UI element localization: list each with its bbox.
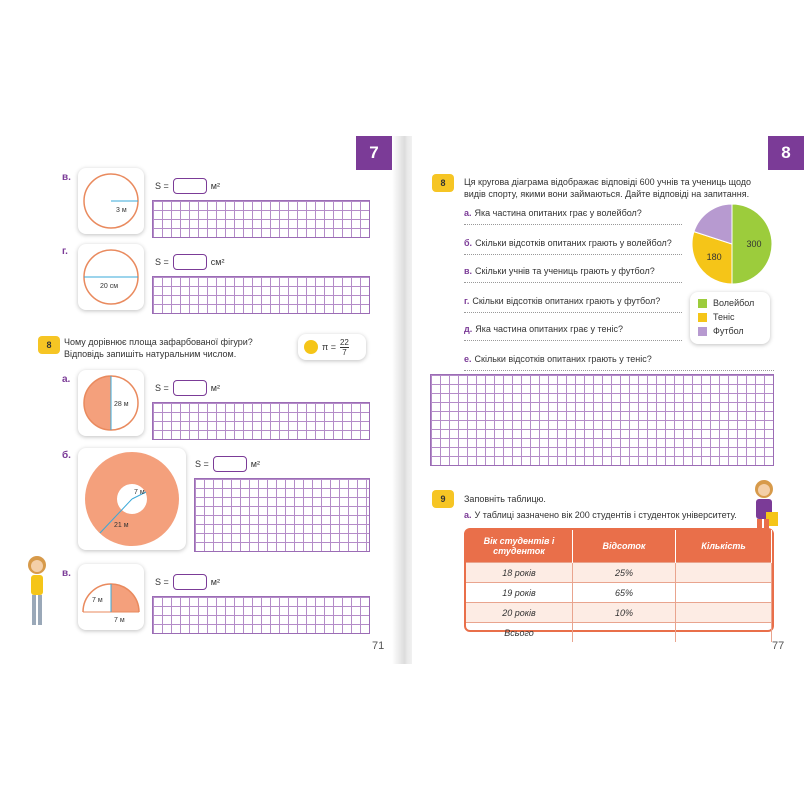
task-text-line1: Ця кругова діаграма відображає відповіді 600 учнів та учениць щодо bbox=[464, 177, 752, 187]
task-text-line2: Відповідь запишіть натуральним числом. bbox=[64, 349, 237, 359]
answer-b bbox=[195, 456, 260, 472]
legend-label: Волейбол bbox=[713, 298, 755, 308]
annulus-figure bbox=[78, 448, 186, 550]
table-row bbox=[466, 583, 772, 603]
circle-diameter-figure bbox=[78, 244, 144, 310]
answer-line[interactable] bbox=[464, 224, 682, 225]
legend-swatch bbox=[698, 313, 707, 322]
answer-v2 bbox=[155, 574, 220, 590]
page-number: 71 bbox=[372, 640, 385, 652]
question-item bbox=[464, 238, 672, 248]
girl-figure bbox=[22, 554, 52, 632]
question-letter: д. bbox=[464, 324, 473, 334]
answer-line[interactable] bbox=[464, 340, 682, 341]
item-label-v: в. bbox=[62, 172, 71, 183]
s-label: S = bbox=[155, 577, 169, 587]
table-header-percent: Відсоток bbox=[573, 530, 676, 563]
left-page bbox=[20, 136, 396, 664]
answer-box[interactable] bbox=[173, 574, 207, 590]
figure-card-v2 bbox=[78, 564, 144, 630]
table-cell: 20 років bbox=[466, 603, 573, 623]
task9-title: Заповніть таблицю. bbox=[464, 494, 546, 504]
task-number: 8 bbox=[432, 174, 454, 192]
pie-slice-label: 300 bbox=[746, 239, 762, 249]
lightbulb-icon bbox=[304, 340, 318, 354]
circle-radius-figure bbox=[78, 168, 144, 234]
answer-cell[interactable] bbox=[676, 563, 772, 583]
question-text: Яка частина опитаних грає у теніс? bbox=[475, 324, 623, 334]
answer-g bbox=[155, 254, 224, 270]
legend-item-tennis bbox=[698, 312, 734, 322]
table-row bbox=[466, 563, 772, 583]
question-letter: б. bbox=[464, 238, 473, 248]
answer-line[interactable] bbox=[464, 312, 682, 313]
answer-cell[interactable] bbox=[676, 623, 772, 643]
table-cell: 18 років bbox=[466, 563, 573, 583]
figure-card-a bbox=[78, 370, 144, 436]
answer-grid-v2[interactable] bbox=[152, 596, 370, 634]
s-label: S = bbox=[155, 383, 169, 393]
question-text: Скільки учнів та учениць грають у футбол? bbox=[475, 266, 655, 276]
dimension-label-1: 7 м bbox=[92, 597, 103, 604]
unit-label: м² bbox=[250, 459, 260, 469]
pie-chart bbox=[690, 202, 774, 286]
pi-label: π = bbox=[322, 342, 336, 352]
s-label: S = bbox=[195, 459, 209, 469]
diameter-label: 20 см bbox=[100, 283, 119, 290]
answer-grid-b[interactable] bbox=[194, 478, 370, 552]
legend-item-football bbox=[698, 326, 744, 336]
answer-line[interactable] bbox=[464, 282, 682, 283]
girl-illustration bbox=[22, 554, 52, 632]
question-letter: а. bbox=[464, 208, 472, 218]
legend-swatch bbox=[698, 327, 707, 336]
legend-label: Теніс bbox=[713, 312, 735, 322]
legend-item-volleyball bbox=[698, 298, 754, 308]
table-cell: 25% bbox=[573, 563, 676, 583]
table-header-count: Кількість bbox=[676, 530, 772, 563]
s-label: S = bbox=[155, 257, 169, 267]
answer-grid-v[interactable] bbox=[152, 200, 370, 238]
age-table bbox=[464, 528, 774, 638]
unit-label: м² bbox=[210, 577, 220, 587]
answer-grid-a[interactable] bbox=[152, 402, 370, 440]
item-label-g: г. bbox=[62, 246, 68, 257]
answer-v bbox=[155, 178, 220, 194]
right-page bbox=[412, 136, 792, 664]
question-letter: е. bbox=[464, 354, 472, 364]
answer-grid-task8[interactable] bbox=[430, 374, 774, 466]
page-number: 77 bbox=[772, 640, 785, 652]
table-row bbox=[466, 603, 772, 623]
task-text-line2: видів спорту, якими вони займаються. Дайте відповіді на запитання. bbox=[464, 189, 750, 199]
question-text: Скільки відсотків опитаних грають у теніс? bbox=[474, 354, 652, 364]
answer-box[interactable] bbox=[213, 456, 247, 472]
dimension-label-2: 7 м bbox=[114, 617, 125, 624]
pi-hint-card bbox=[298, 334, 366, 360]
outer-radius-label: 21 м bbox=[114, 522, 129, 529]
page-badge: 8 bbox=[768, 136, 804, 170]
unit-label: м² bbox=[210, 181, 220, 191]
figure-card-b bbox=[78, 448, 186, 550]
pie-legend bbox=[690, 292, 770, 344]
table-cell: Всього bbox=[466, 623, 573, 643]
legend-swatch bbox=[698, 299, 707, 308]
item-label-a: а. bbox=[62, 374, 71, 385]
item-label-b: б. bbox=[62, 450, 71, 461]
answer-box[interactable] bbox=[173, 380, 207, 396]
pie-slice-label: 180 bbox=[706, 251, 722, 262]
dimension-label: 28 м bbox=[114, 401, 129, 408]
task9-subtask: а. У таблиці зазначено вік 200 студентів і студенток університету. bbox=[464, 510, 737, 520]
question-item bbox=[464, 324, 623, 334]
task-text-line1: Чому дорівнює площа зафарбованої фігури? bbox=[64, 337, 253, 347]
question-item bbox=[464, 296, 660, 306]
legend-label: Футбол bbox=[713, 326, 744, 336]
question-letter: г. bbox=[464, 296, 470, 306]
page-badge: 7 bbox=[356, 136, 392, 170]
question-letter: в. bbox=[464, 266, 473, 276]
figure-card-circle-v bbox=[78, 168, 144, 234]
inner-radius-label: 7 м bbox=[134, 489, 145, 496]
answer-a bbox=[155, 380, 220, 396]
table-row bbox=[466, 623, 772, 643]
question-item bbox=[464, 354, 652, 364]
answer-cell[interactable] bbox=[676, 603, 772, 623]
radius-label: 3 м bbox=[116, 207, 127, 214]
s-label: S = bbox=[155, 181, 169, 191]
answer-cell[interactable] bbox=[573, 623, 676, 643]
question-item bbox=[464, 266, 655, 276]
question-text: Скільки відсотків опитаних грають у волейбол? bbox=[475, 238, 672, 248]
answer-cell[interactable] bbox=[676, 583, 772, 603]
answer-line[interactable] bbox=[464, 370, 774, 371]
answer-box[interactable] bbox=[173, 254, 207, 270]
unit-label: см² bbox=[210, 257, 225, 267]
question-text: Яка частина опитаних грає у волейбол? bbox=[474, 208, 642, 218]
table-cell: 65% bbox=[573, 583, 676, 603]
question-text: Скільки відсотків опитаних грають у футбол? bbox=[472, 296, 661, 306]
quarter-circle-figure bbox=[78, 564, 144, 630]
unit-label: м² bbox=[210, 383, 220, 393]
answer-line[interactable] bbox=[464, 254, 682, 255]
task-number: 8 bbox=[38, 336, 60, 354]
table-cell: 10% bbox=[573, 603, 676, 623]
answer-grid-g[interactable] bbox=[152, 276, 370, 314]
figure-card-circle-g bbox=[78, 244, 144, 310]
pi-fraction: $\frac{22}{7}$ bbox=[339, 337, 349, 357]
question-item bbox=[464, 208, 642, 218]
answer-box[interactable] bbox=[173, 178, 207, 194]
table-header-age: Вік студентів і студенток bbox=[466, 530, 573, 563]
half-circle-figure bbox=[78, 370, 144, 436]
item-label-v2: в. bbox=[62, 568, 71, 579]
task-number-9: 9 bbox=[432, 490, 454, 508]
table-cell: 19 років bbox=[466, 583, 573, 603]
